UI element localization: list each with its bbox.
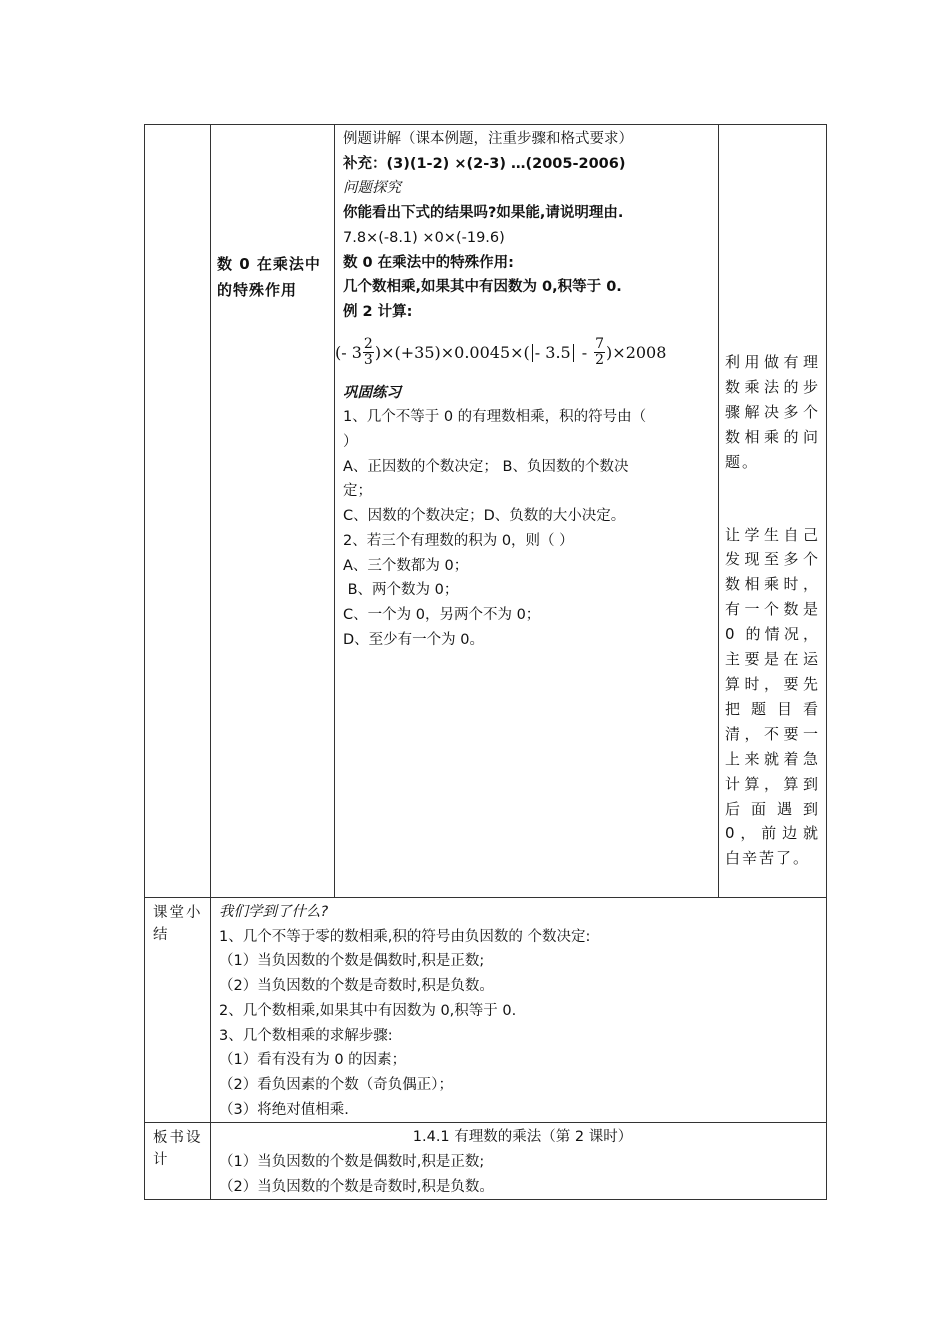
- summary-line-2: 1、几个不等于零的数相乘,积的符号由负因数的 个数决定:: [219, 928, 591, 945]
- intent-text-1: 利用做有理数乘法的步骤解决多个数相乘的问题。: [725, 353, 820, 471]
- zero-role-row: [145, 125, 827, 898]
- content-cell: [335, 125, 719, 898]
- summary-row: [145, 898, 827, 1123]
- board-line-2: （2）当负因数的个数是奇数时,积是负数。: [219, 1178, 494, 1195]
- content-line-2: 补充：(3)(1-2) ×(2-3) …(2005-2006): [343, 155, 626, 172]
- board-title: 1.4.1 有理数的乘法（第 2 课时）: [412, 1129, 633, 1146]
- content-line-5: 7.8×(-8.1) ×0×(-19.6): [343, 229, 505, 246]
- lesson-plan-table: [144, 124, 827, 1200]
- fraction-2-denominator: 2: [595, 352, 605, 369]
- formula-abs-inner: - 3.5: [534, 343, 571, 363]
- content-line-1: 例题讲解（课本例题，注重步骤和格式要求）: [343, 131, 633, 147]
- empty-stage-cell: [145, 125, 211, 898]
- intent-text-2: 让学生自己发现至多个数相乘时，有一个数是 0 的情况，主要是在运算时，要先把题目看清，不要一上来就着急计算，算到后面遇到 0，前边就白辛苦了。: [725, 525, 820, 868]
- content-line-6: 数 0 在乘法中的特殊作用:: [343, 254, 514, 271]
- content-line-12: A、正因数的个数决定； B、负因数的个数决: [343, 458, 629, 475]
- fraction-2-numerator: 7: [595, 336, 605, 353]
- board-line-1: （1）当负因数的个数是偶数时,积是正数;: [219, 1154, 485, 1171]
- content-line-8: 例 2 计算:: [343, 303, 413, 320]
- content-line-15: 2、若三个有理数的积为 0，则（ ）: [343, 532, 574, 549]
- summary-line-8: （2）看负因素的个数（奇负偶正）；: [219, 1076, 453, 1093]
- formula-minus: -: [581, 343, 588, 363]
- content-line-3: 问题探究: [343, 180, 401, 197]
- summary-line-5: 2、几个数相乘,如果其中有因数为 0,积等于 0.: [219, 1002, 517, 1019]
- summary-line-1: 我们学到了什么?: [219, 904, 329, 920]
- content-line-7: 几个数相乘,如果其中有因数为 0,积等于 0.: [343, 279, 622, 296]
- content-line-11: ）: [343, 434, 358, 451]
- content-line-10: 1、几个不等于 0 的有理数相乘，积的符号由（: [343, 409, 647, 426]
- topic-cell: [211, 125, 335, 898]
- formula-fraction-1: [363, 337, 374, 368]
- board-label-cell: [145, 1123, 211, 1200]
- content-line-19: D、至少有一个为 0。: [343, 631, 484, 648]
- topic-text: 数 0 在乘法中的特殊作用: [217, 255, 321, 299]
- formula-open: (- 3: [335, 343, 362, 363]
- summary-line-6: 3、几个数相乘的求解步骤:: [219, 1027, 393, 1044]
- abs-bar-right: [573, 344, 574, 362]
- summary-label: 课堂小结: [153, 905, 203, 943]
- intent-cell: [719, 125, 827, 898]
- summary-line-7: （1）看有没有为 0 的因素；: [219, 1052, 407, 1069]
- content-line-13: 定；: [343, 483, 372, 500]
- fraction-1-denominator: 3: [363, 352, 373, 369]
- formula-close: )×2008: [606, 343, 667, 363]
- content-line-18: C、一个为 0，另两个不为 0；: [343, 606, 541, 623]
- content-line-16: A、三个数都为 0；: [343, 557, 469, 574]
- summary-content-cell: [211, 898, 827, 1123]
- example-formula: [335, 325, 718, 381]
- content-line-17: B、两个数为 0；: [343, 582, 459, 599]
- summary-line-9: （3）将绝对值相乘.: [219, 1101, 349, 1118]
- content-line-9: 巩固练习: [343, 384, 401, 401]
- summary-line-3: （1）当负因数的个数是偶数时,积是正数;: [219, 953, 485, 970]
- fraction-1-numerator: 2: [363, 336, 373, 353]
- content-line-14: C、因数的个数决定；D、负数的大小决定。: [343, 508, 626, 525]
- board-label: 板书设计: [153, 1130, 203, 1169]
- formula-middle: )×(+35)×0.0045×(: [374, 343, 530, 363]
- abs-bar-left: [532, 344, 533, 362]
- content-line-4: 你能看出下式的结果吗?如果能,请说明理由.: [343, 205, 624, 222]
- board-design-row: [145, 1123, 827, 1200]
- formula-fraction-2: [594, 337, 605, 368]
- summary-line-4: （2）当负因数的个数是奇数时,积是负数。: [219, 978, 494, 995]
- summary-label-cell: [145, 898, 211, 1123]
- board-content-cell: [211, 1123, 827, 1200]
